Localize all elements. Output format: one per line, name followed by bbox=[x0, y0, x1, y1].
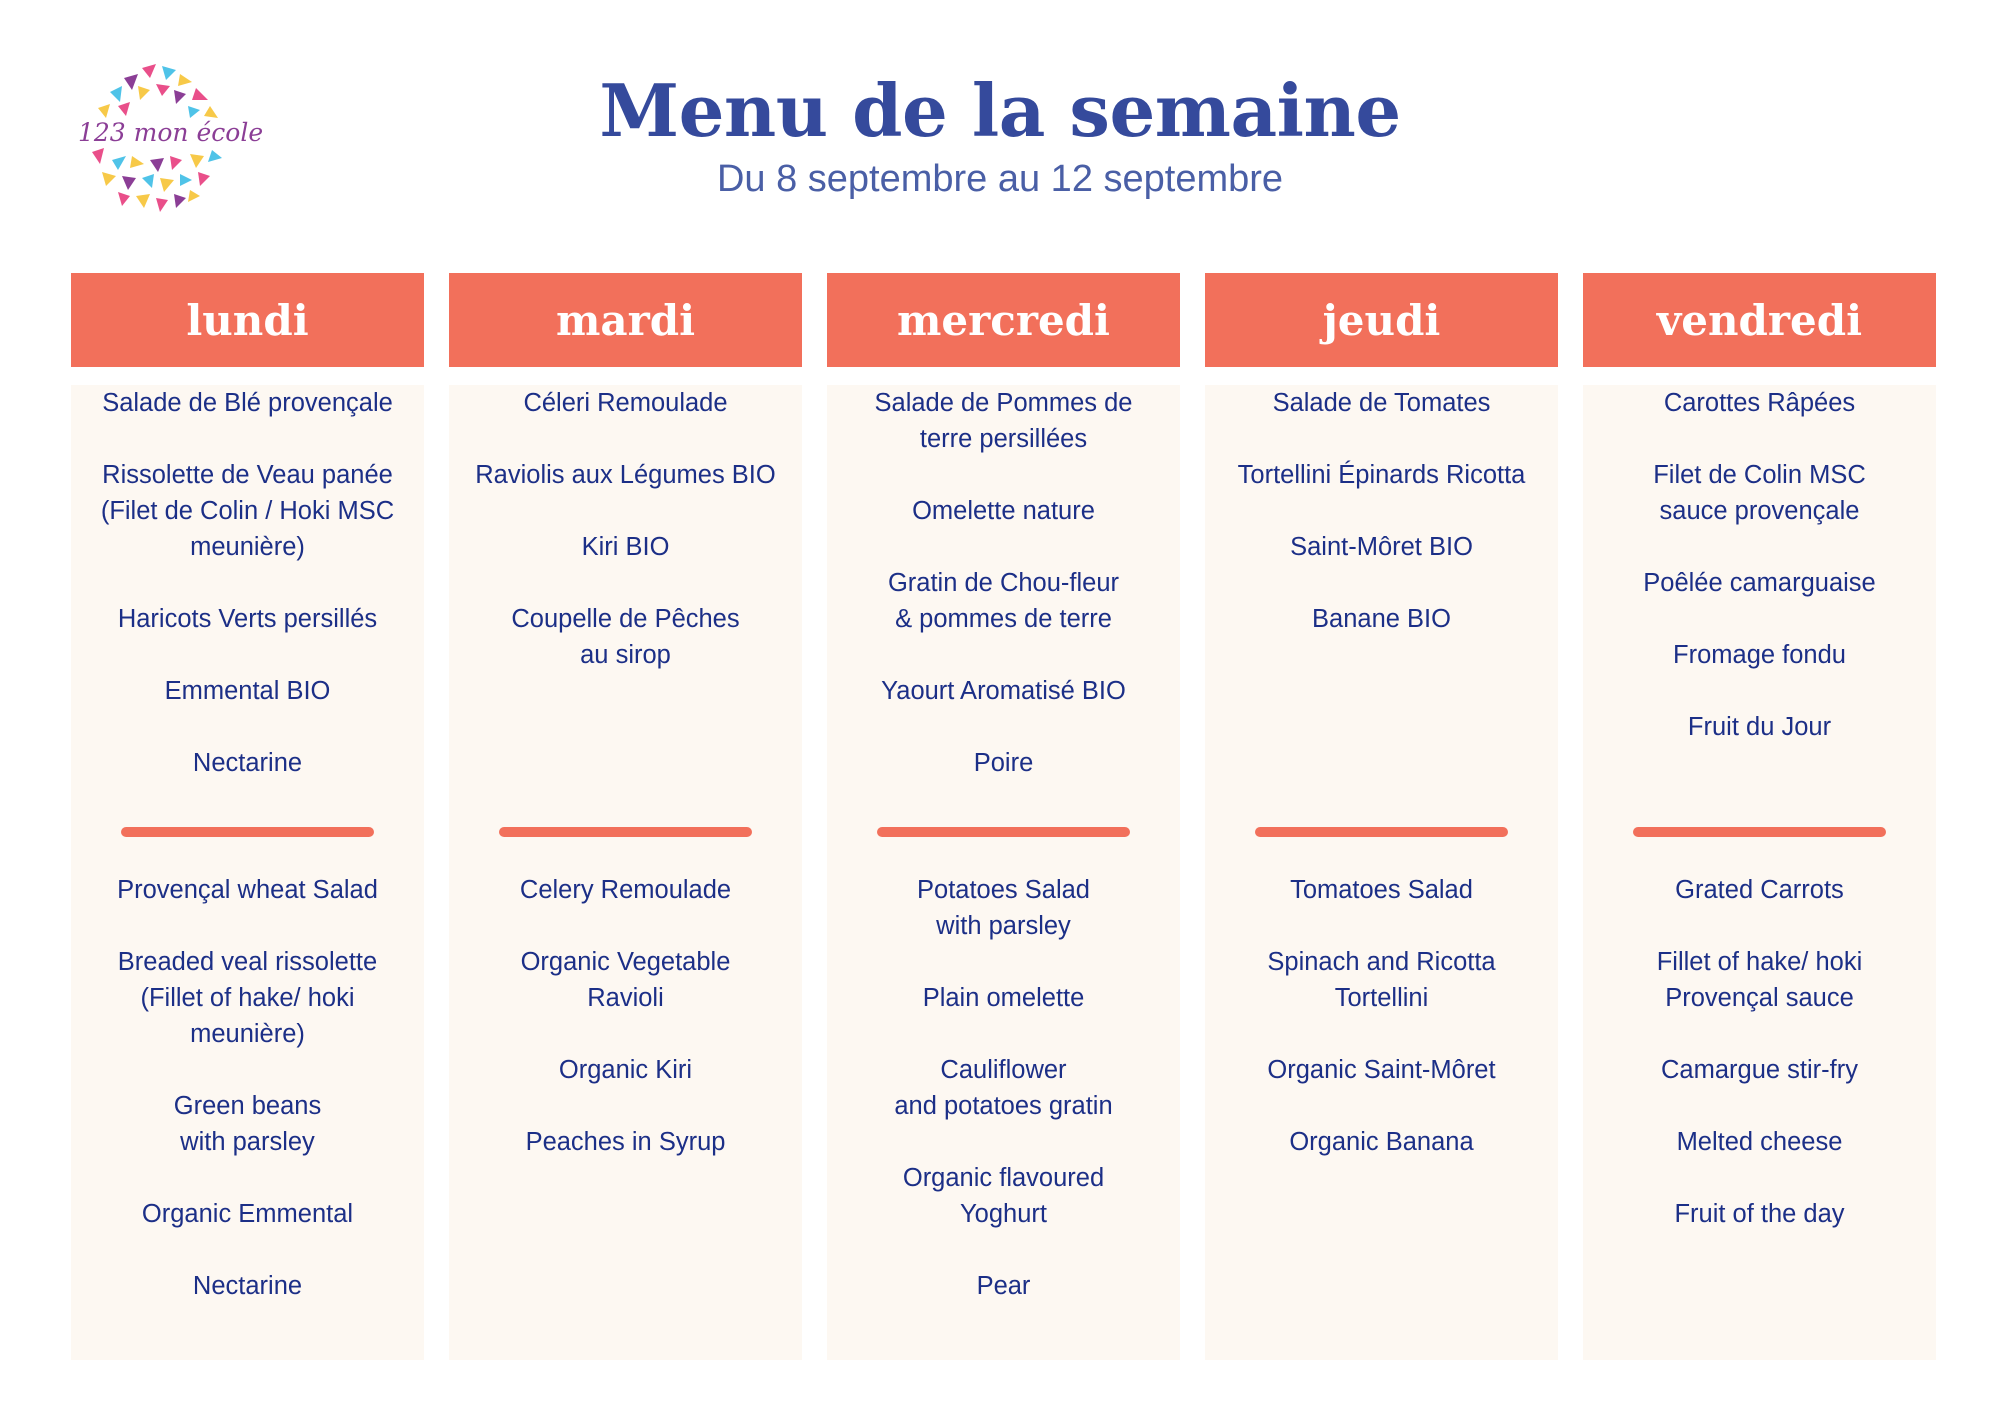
menu-item: Pear bbox=[976, 1272, 1031, 1300]
language-divider bbox=[1633, 827, 1886, 837]
menu-item: Organic Vegetable Ravioli bbox=[520, 948, 731, 1012]
menu-item: Celery Remoulade bbox=[519, 876, 732, 904]
menu-item: Provençal wheat Salad bbox=[117, 876, 378, 904]
menu-item: Raviolis aux Légumes BIO bbox=[475, 461, 776, 489]
menu-item: Poire bbox=[973, 749, 1034, 777]
day-header: mercredi bbox=[827, 273, 1180, 367]
menu-item: Tomatoes Salad bbox=[1290, 876, 1473, 904]
weekly-menu-columns bbox=[71, 273, 1937, 1360]
menu-item: Organic flavoured Yoghurt bbox=[902, 1164, 1105, 1228]
menu-item: Nectarine bbox=[192, 749, 303, 777]
menu-item: Melted cheese bbox=[1676, 1128, 1843, 1156]
menu-item: Peaches in Syrup bbox=[525, 1128, 726, 1156]
menu-item: Tortellini Épinards Ricotta bbox=[1237, 461, 1526, 489]
menu-item: Organic Saint-Môret bbox=[1267, 1056, 1496, 1084]
language-divider bbox=[121, 827, 374, 837]
menu-item: Fillet of hake/ hoki Provençal sauce bbox=[1656, 948, 1863, 1012]
menu-item: Gratin de Chou-fleur & pommes de terre bbox=[887, 569, 1120, 633]
menu-item: Fruit du Jour bbox=[1687, 713, 1832, 741]
menu-item: Breaded veal rissolette (Fillet of hake/ hoki meunière) bbox=[117, 948, 378, 1048]
day-column-vendredi bbox=[1583, 273, 1936, 1360]
menu-item: Céleri Remoulade bbox=[523, 389, 728, 417]
menu-item: Salade de Pommes de terre persillées bbox=[874, 389, 1133, 453]
day-menu-body bbox=[1583, 385, 1936, 1360]
menu-item: Plain omelette bbox=[922, 984, 1085, 1012]
menu-item: Salade de Tomates bbox=[1272, 389, 1491, 417]
menu-list-english bbox=[833, 872, 1174, 1340]
language-divider bbox=[1255, 827, 1508, 837]
menu-item: Kiri BIO bbox=[581, 533, 670, 561]
day-header: jeudi bbox=[1205, 273, 1558, 367]
day-header: mardi bbox=[449, 273, 802, 367]
menu-item: Banane BIO bbox=[1312, 605, 1451, 633]
menu-list-french bbox=[455, 385, 796, 709]
logo-text: 123 mon école bbox=[78, 118, 264, 147]
menu-item: Coupelle de Pêches au sirop bbox=[511, 605, 740, 669]
menu-item: Fruit of the day bbox=[1674, 1200, 1845, 1228]
day-menu-body bbox=[71, 385, 424, 1360]
menu-item: Fromage fondu bbox=[1673, 641, 1846, 669]
menu-item: Filet de Colin MSC sauce provençale bbox=[1653, 461, 1866, 525]
menu-list-english bbox=[1589, 872, 1930, 1268]
menu-item: Emmental BIO bbox=[164, 677, 331, 705]
menu-item: Omelette nature bbox=[912, 497, 1095, 525]
menu-item: Yaourt Aromatisé BIO bbox=[881, 677, 1126, 705]
day-menu-body bbox=[1205, 385, 1558, 1360]
menu-item: Salade de Blé provençale bbox=[102, 389, 393, 417]
menu-list-french bbox=[1211, 385, 1552, 673]
language-divider bbox=[877, 827, 1130, 837]
menu-item: Camargue stir-fry bbox=[1661, 1056, 1858, 1084]
day-column-mercredi bbox=[827, 273, 1180, 1360]
menu-item: Organic Emmental bbox=[141, 1200, 354, 1228]
menu-item: Organic Banana bbox=[1289, 1128, 1474, 1156]
menu-item: Haricots Verts persillés bbox=[117, 605, 378, 633]
menu-item: Spinach and Ricotta Tortellini bbox=[1267, 948, 1496, 1012]
menu-list-english bbox=[455, 872, 796, 1196]
language-divider bbox=[499, 827, 752, 837]
menu-item: Rissolette de Veau panée (Filet de Colin / Hoki MSC meunière) bbox=[100, 461, 395, 561]
day-column-mardi bbox=[449, 273, 802, 1360]
menu-list-english bbox=[1211, 872, 1552, 1196]
menu-item: Carottes Râpées bbox=[1663, 389, 1856, 417]
day-header: lundi bbox=[71, 273, 424, 367]
menu-list-english bbox=[77, 872, 418, 1340]
menu-item: Poêlée camarguaise bbox=[1643, 569, 1876, 597]
page-title: Menu de la semaine bbox=[599, 68, 1401, 153]
menu-list-french bbox=[833, 385, 1174, 817]
day-menu-body bbox=[449, 385, 802, 1360]
menu-item: Grated Carrots bbox=[1675, 876, 1844, 904]
menu-item: Green beans with parsley bbox=[173, 1092, 322, 1156]
day-column-jeudi bbox=[1205, 273, 1558, 1360]
day-column-lundi bbox=[71, 273, 424, 1360]
date-range-subtitle: Du 8 septembre au 12 septembre bbox=[716, 158, 1284, 200]
day-menu-body bbox=[827, 385, 1180, 1360]
menu-list-french bbox=[77, 385, 418, 817]
menu-list-french bbox=[1589, 385, 1930, 781]
menu-item: Saint-Môret BIO bbox=[1290, 533, 1473, 561]
menu-item: Organic Kiri bbox=[558, 1056, 693, 1084]
menu-item: Nectarine bbox=[192, 1272, 303, 1300]
day-header: vendredi bbox=[1583, 273, 1936, 367]
menu-item: Cauliflower and potatoes gratin bbox=[894, 1056, 1113, 1120]
menu-item: Potatoes Salad with parsley bbox=[917, 876, 1090, 940]
